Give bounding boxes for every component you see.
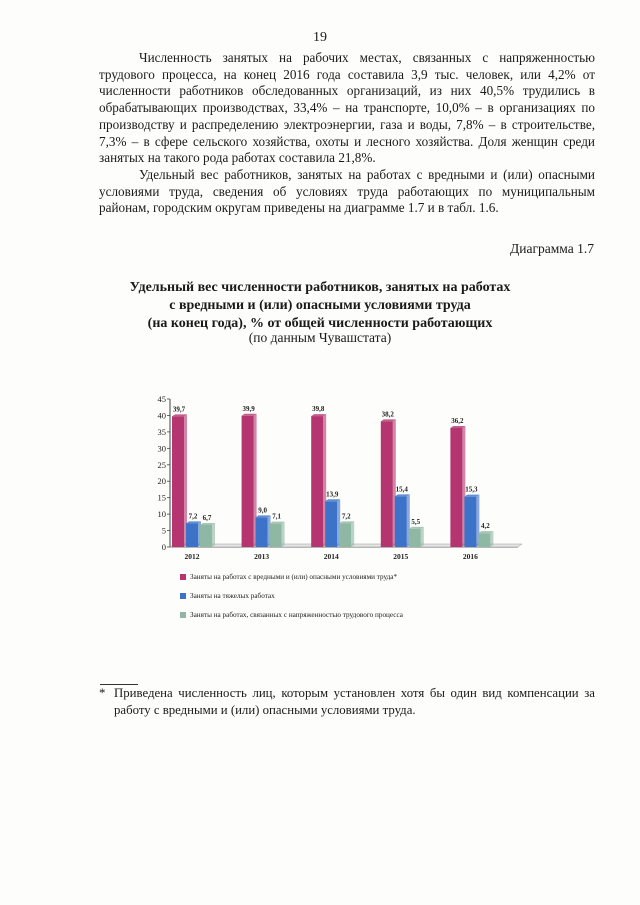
chart-legend xyxy=(180,572,403,629)
bar-side xyxy=(212,523,215,547)
x-tick-label: 2012 xyxy=(184,552,200,561)
y-tick-label: 45 xyxy=(157,394,166,404)
y-tick-label: 30 xyxy=(157,443,166,454)
paragraph-2: Удельный вес работников, занятых на работах с вредными и (или) опасными условиями труда, сведения об условиях труда работающих по муниципальным районам, городским округам приведены на диаграмме 1.7 и в табл. 1.6. xyxy=(99,166,595,216)
bar xyxy=(339,523,351,547)
bar xyxy=(464,497,476,547)
x-tick-label: 2015 xyxy=(393,552,409,561)
bar-data-label: 38,2 xyxy=(381,410,394,419)
bar-data-label: 7,1 xyxy=(272,512,281,521)
legend-swatch-tension xyxy=(180,612,186,618)
y-tick-label: 35 xyxy=(157,426,166,437)
bar-data-label: 39,7 xyxy=(172,405,186,414)
x-tick-label: 2016 xyxy=(462,552,478,561)
bar-data-label: 36,2 xyxy=(451,416,464,425)
y-tick-label: 40 xyxy=(157,410,166,421)
bar xyxy=(200,525,212,547)
bar-data-label: 7,2 xyxy=(188,512,198,521)
bar xyxy=(395,496,407,547)
bar xyxy=(186,523,198,547)
diagram-label: Диаграмма 1.7 xyxy=(510,241,594,256)
chart-subtitle: (по данным Чувашстата) xyxy=(248,330,392,345)
bar xyxy=(256,517,268,547)
bar-data-label: 6,7 xyxy=(202,513,212,522)
legend-label-harmful: Заняты на работах с вредными и (или) опасными условиями труда* xyxy=(190,573,398,581)
y-tick-label: 25 xyxy=(157,459,166,470)
bar xyxy=(409,529,421,547)
bar xyxy=(311,416,323,547)
bar-side xyxy=(351,521,354,547)
y-tick-label: 15 xyxy=(157,492,166,503)
bar xyxy=(478,533,490,547)
bar-data-label: 39,8 xyxy=(312,405,325,414)
bar-data-label: 5,5 xyxy=(411,517,421,526)
legend-label-tension: Заняты на работах, связанных с напряженностью трудового процесса xyxy=(190,611,403,619)
bar-chart xyxy=(140,390,530,570)
paragraph-1: Численность занятых на рабочих местах, связанных с напряженностью трудового процесса, на конец 2016 года составила 3,9 тыс. человек, или 4,2% от численности работников обследованных организаций, из них 40,5% трудились в обрабатывающих производствах, 33,4% – на транспорте, 10,0% – в организациях по производству и распределению электроэнергии, газа и воды, 7,8% – в строительстве, 7,3% – в сфере сельского хозяйства, охоты и лесного хозяйства. Доля женщин среди занятых на такого рода работах составила 21,8%. xyxy=(99,50,595,166)
page-number: 19 xyxy=(313,30,327,45)
x-tick-label: 2013 xyxy=(254,552,270,561)
y-tick-label: 10 xyxy=(157,509,166,520)
legend-swatch-harmful xyxy=(180,574,186,580)
bar-data-label: 15,4 xyxy=(395,485,408,494)
chart-title-line-2: с вредными и (или) опасными условиями труда xyxy=(169,298,471,313)
y-tick-label: 5 xyxy=(161,525,166,536)
bar xyxy=(381,421,393,547)
footnote xyxy=(99,685,595,718)
legend-item-harmful xyxy=(180,572,403,582)
y-tick-label: 0 xyxy=(161,542,166,552)
bar-data-label: 13,9 xyxy=(326,490,339,499)
bar-side xyxy=(490,531,493,547)
bar-side xyxy=(421,527,424,547)
body-text xyxy=(99,50,595,217)
footnote-marker: * xyxy=(99,686,106,700)
y-tick-label: 20 xyxy=(157,476,166,487)
bar xyxy=(270,524,282,547)
bar-data-label: 15,3 xyxy=(465,485,478,494)
bar xyxy=(450,428,462,547)
bar-side xyxy=(282,522,285,547)
bar xyxy=(172,416,184,547)
chart-title-line-1: Удельный вес численности работников, занятых на работах xyxy=(129,280,511,295)
legend-label-heavy: Заняты на тяжелых работах xyxy=(190,592,275,600)
bar-data-label: 39,9 xyxy=(242,404,255,413)
x-tick-label: 2014 xyxy=(323,552,339,561)
legend-item-tension xyxy=(180,610,403,620)
bar-data-label: 7,2 xyxy=(341,512,351,521)
legend-swatch-heavy xyxy=(180,593,186,599)
bar-data-label: 9,0 xyxy=(258,506,267,515)
chart-title-line-3: (на конец года), % от общей численности работающих xyxy=(147,316,493,331)
bar xyxy=(242,416,254,547)
footnote-text: Приведена численность лиц, которым установлен хотя бы один вид компенсации за работу с вредными и (или) опасными условиями труда. xyxy=(114,686,595,717)
chart-title xyxy=(100,279,540,333)
bar xyxy=(325,501,337,547)
bar-data-label: 4,2 xyxy=(481,522,490,531)
legend-item-heavy xyxy=(180,591,403,601)
